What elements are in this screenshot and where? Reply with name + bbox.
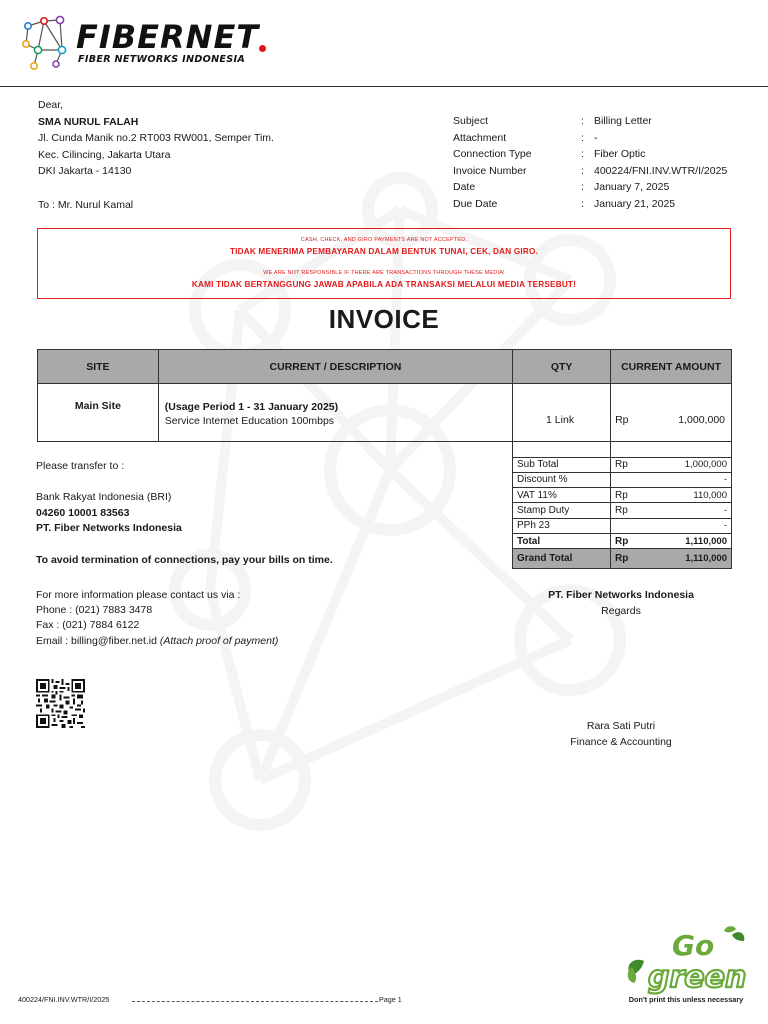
meta-colon: : (581, 148, 584, 161)
meta-row (453, 163, 727, 180)
contact-phone: Phone : (021) 7883 3478 (36, 604, 153, 617)
page-title: INVOICE (328, 304, 440, 334)
summary-currency: Rp (611, 488, 641, 503)
summary-label: VAT 11% (513, 488, 611, 503)
notice-line-en-1: CASH, CHECK, AND GIRO PAYMENTS ARE NOT ACCEPTED. (300, 237, 468, 243)
notice-line-id-2: KAMI TIDAK BERTANGGUNG JAWAB APABILA ADA TRANSAKSI MELALUI MEDIA TERSEBUT! (191, 280, 577, 289)
grand-total-label: Grand Total (513, 549, 611, 569)
meta-colon: : (581, 197, 584, 210)
go-green-logo (620, 925, 752, 1007)
company-logo (18, 14, 270, 74)
contact-info (36, 588, 278, 649)
network-logo-icon (18, 14, 76, 74)
table-row (38, 384, 732, 442)
green-text: green (648, 960, 747, 995)
transfer-intro: Please transfer to : (36, 460, 125, 472)
summary-table (512, 442, 732, 569)
cell-description (158, 384, 512, 442)
summary-value: 1,000,000 (641, 457, 732, 472)
go-green-tagline: Don't print this unless necessary (628, 995, 744, 1004)
cell-amount (611, 384, 732, 442)
summary-value: - (641, 518, 732, 533)
summary-currency (611, 472, 641, 487)
col-description: CURRENT / DESCRIPTION (158, 350, 512, 384)
notice-line-id-1: TIDAK MENERIMA PEMBAYARAN DALAM BENTUK TUNAI, CEK, DAN GIRO. (229, 247, 539, 256)
recipient-address-line2: Kec. Cilincing, Jakarta Utara (38, 148, 171, 161)
meta-key: Date (453, 181, 476, 194)
meta-colon: : (581, 164, 584, 177)
greeting: Dear, (38, 99, 64, 111)
summary-value: - (641, 472, 732, 487)
meta-value: Billing Letter (594, 115, 652, 127)
summary-currency: Rp (611, 533, 641, 548)
table-header-row (38, 350, 732, 384)
recipient-name: SMA NURUL FALAH (38, 115, 139, 128)
col-site: SITE (38, 350, 159, 384)
meta-key: Due Date (453, 197, 498, 210)
col-amount: CURRENT AMOUNT (611, 350, 732, 384)
bank-name: Bank Rakyat Indonesia (BRI) (36, 491, 172, 503)
summary-currency: Rp (611, 457, 641, 472)
summary-label: Stamp Duty (513, 503, 611, 518)
summary-row (513, 488, 732, 503)
payment-notice (37, 228, 731, 299)
meta-value: January 7, 2025 (594, 181, 670, 194)
recipient-address-line1: Jl. Cunda Manik no.2 RT003 RW001, Semper Tim. (38, 132, 274, 145)
regards-company: PT. Fiber Networks Indonesia (548, 589, 694, 601)
signer-block (521, 719, 721, 750)
account-number: 04260 10001 83563 (36, 506, 130, 519)
summary-label: PPh 23 (513, 518, 611, 533)
grand-total-currency: Rp (611, 549, 641, 569)
meta-row (453, 146, 727, 163)
header-divider (0, 86, 768, 87)
summary-label: Total (513, 533, 611, 548)
meta-colon: : (581, 181, 584, 194)
signer-name: Rara Sati Putri (586, 720, 656, 732)
invoice-meta (453, 113, 727, 213)
qr-code-icon (36, 679, 85, 728)
page-number: Page 1 (379, 995, 402, 1004)
cell-qty: 1 Link (513, 384, 611, 442)
meta-value: January 21, 2025 (594, 197, 676, 210)
usage-period: (Usage Period 1 - 31 January 2025) (164, 401, 339, 413)
invoice-table (37, 349, 732, 442)
contact-email[interactable]: Email : billing@fiber.net.id (36, 634, 157, 647)
summary-value: 1,110,000 (641, 533, 732, 548)
brand-tagline: FIBER NETWORKS INDONESIA (78, 54, 246, 65)
brand-dot-icon (259, 45, 266, 52)
footer-reference: 400224/FNI.INV.WTR/I/2025 (18, 995, 110, 1004)
termination-warning: To avoid termination of connections, pay your bills on time. (36, 554, 333, 566)
summary-currency (611, 518, 641, 533)
go-text: Go (672, 929, 715, 962)
meta-key: Subject (453, 115, 489, 127)
payment-info (36, 459, 182, 537)
email-note: (Attach proof of payment) (159, 634, 279, 647)
meta-row (453, 130, 727, 147)
contact-intro: For more information please contact us via : (36, 589, 241, 601)
notice-line-en-2: WE ARE NOT RESPONSIBLE IF THERE ARE TRANSACTIONS THROUGH THESE MEDIA! (263, 270, 505, 276)
meta-key: Attachment (453, 131, 507, 144)
meta-row (453, 179, 727, 196)
col-qty: QTY (513, 350, 611, 384)
grand-total-row (513, 549, 732, 569)
summary-total-row (513, 533, 732, 548)
meta-value: 400224/FNI.INV.WTR/I/2025 (594, 164, 728, 177)
meta-row (453, 196, 727, 213)
regards-word: Regards (601, 604, 641, 617)
regards-block (521, 588, 721, 619)
summary-row (513, 457, 732, 472)
summary-label: Sub Total (513, 457, 611, 472)
recipient-block (38, 97, 274, 213)
amount-value: 1,000,000 (678, 414, 725, 426)
go-green-leaf-icon (620, 925, 752, 995)
contact-fax: Fax : (021) 7884 6122 (36, 619, 140, 632)
summary-row (513, 472, 732, 487)
amount-currency: Rp (615, 414, 629, 426)
meta-key: Connection Type (453, 148, 532, 161)
summary-row (513, 503, 732, 518)
signer-role: Finance & Accounting (570, 735, 672, 748)
meta-value: Fiber Optic (594, 148, 646, 161)
service-detail: Service Internet Education 100mbps (164, 415, 335, 427)
brand-name: FIBERNET (76, 18, 260, 56)
meta-colon: : (581, 131, 584, 144)
meta-value: - (594, 131, 598, 144)
cell-site: Main Site (38, 384, 159, 442)
recipient-address-line3: DKI Jakarta - 14130 (38, 165, 132, 178)
summary-row (513, 518, 732, 533)
summary-currency: Rp (611, 503, 641, 518)
meta-key: Invoice Number (453, 164, 527, 177)
account-holder: PT. Fiber Networks Indonesia (36, 522, 182, 534)
summary-label: Discount % (513, 472, 611, 487)
summary-value: - (641, 503, 732, 518)
grand-total-value: 1,110,000 (641, 549, 732, 569)
summary-value: 110,000 (641, 488, 732, 503)
recipient-attention: To : Mr. Nurul Kamal (38, 198, 134, 211)
footer-divider (132, 1001, 378, 1002)
meta-row (453, 113, 727, 130)
meta-colon: : (581, 115, 584, 127)
